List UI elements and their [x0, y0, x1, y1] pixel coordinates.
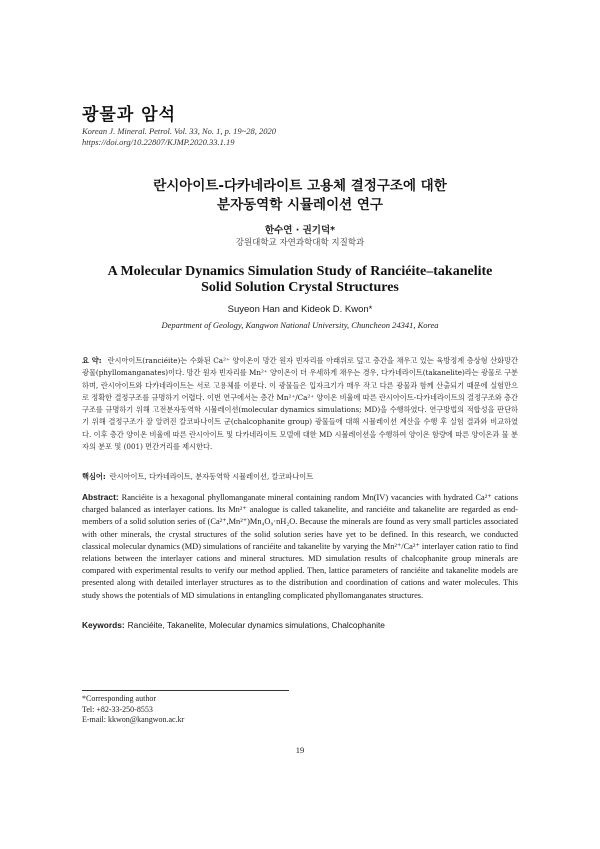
page-number: 19	[295, 745, 305, 755]
korean-title	[60, 177, 540, 215]
email-note[interactable]: E-mail: kkwon@kangwon.ac.kr	[82, 715, 185, 724]
korean-abstract-label: 요 약:	[82, 356, 102, 365]
journal-name: 광물과 암석	[82, 105, 177, 125]
telephone-note: Tel: +82-33-250-8553	[82, 704, 153, 714]
english-keywords	[82, 620, 518, 630]
korean-affiliation: 강원대학교 자연과학대학 지질학과	[235, 238, 365, 248]
korean-title-line-2: 분자동역학 시뮬레이션 연구	[217, 197, 383, 213]
corresponding-author-note: *Corresponding author	[82, 694, 156, 703]
english-title	[40, 264, 560, 296]
english-abstract	[82, 491, 518, 602]
english-title-line-1: A Molecular Dynamics Simulation Study of Ranciéite–takanelite	[107, 264, 493, 279]
citation-block	[82, 126, 276, 148]
korean-abstract	[82, 355, 518, 453]
korean-keywords-label: 핵심어:	[82, 472, 106, 481]
english-authors: Suyeon Han and Kideok D. Kwon*	[227, 304, 373, 315]
english-affiliation: Department of Geology, Kangwon National University, Chuncheon 24341, Korea	[161, 320, 439, 330]
citation-line: Korean J. Mineral. Petrol. Vol. 33, No. 1, p. 19~28, 2020	[82, 126, 277, 136]
english-abstract-text: Ranciéite is a hexagonal phyllomanganate mineral containing random Mn(IV) vacancies with hydrated Ca²⁺ cations charged balanced as interlayer cations. Its Mn²⁺ analogue is called takanelite, and ranciéite and takanelite are regarded as end-members of a solid solution series of (Ca²⁺,Mn²⁺)Mn₄O₉·nH₂O. Because the minerals are found as very small particles associated with other minerals, the crystal structures of the solid solution series have yet to be defined. In this research, we conducted classical molecular dynamics (MD) simulations of ranciéite and takanelite by varying the Mn²⁺/Ca²⁺ interlayer cation ratio to find relations between the interlayer cations and mineral structures. MD simulation results of chalcophanite group minerals are compared with experimental results to verify our method applied. Then, lattice parameters of ranciéite and takanelite models are presented along with detailed interlayer structures as to the distribution and coordination of cations and water molecules. This study shows the potentials of MD simulations in entangling complicated phyllomanganates structures.	[82, 493, 518, 600]
english-abstract-label: Abstract:	[82, 492, 119, 502]
doi-link[interactable]: https://doi.org/10.22807/KJMP.2020.33.1.19	[82, 137, 235, 147]
korean-keywords	[82, 472, 518, 482]
english-keywords-label: Keywords:	[82, 620, 125, 630]
footnote-block	[82, 694, 184, 726]
footnote-divider	[82, 690, 289, 691]
korean-authors: 한수연 · 권기덕*	[264, 225, 336, 236]
korean-abstract-text: 란시아이트(ranciéite)는 수화된 Ca²⁺ 양이온이 망간 원자 빈자리를 아래위로 덮고 층간을 채우고 있는 육방정계 층상형 산화망간광물(phyllomanganates)이다. 망간 원자 빈자리를 Mn²⁺ 양이온이 더 우세하게 채우는 경우, 다카네라이트(takanelite)라는 광물로 구분하며, 란시아이트와 다카네라이트는 서로 고용체를 이룬다. 이 광물들은 입자크기가 매우 작고 다른 광물과 함께 산출되기 때문에 실험만으로 정확한 결정구조를 규명하기 어렵다. 이번 연구에서는 층간 Mn²⁺/Ca²⁺ 양이온 비율에 따른 란시아이트-다카네라이트의 결정구조와 층간 구조를 규명하기 위해 고전분자동역학 시뮬레이션(molecular dynamics simulations; MD)을 수행하였다. 연구방법의 적합성을 판단하기 위해 결정구조가 잘 알려진 칼코파나이트 군(chalcophanite group) 광물들에 대해 시뮬레이션 계산을 수행 후 실험 결과와 비교하였다. 이후 층간 양이온 비율에 따른 란시아이트 및 다카네라이트 모델에 대한 MD 시뮬레이션을 수행하여 양이온 함량에 따른 양이온과 물 분자의 분포 및 (001) 면간거리를 제시한다.	[82, 356, 518, 452]
english-title-line-2: Solid Solution Crystal Structures	[201, 280, 399, 295]
english-keywords-text: Ranciéite, Takanelite, Molecular dynamics simulations, Chalcophanite	[127, 620, 385, 630]
korean-title-line-1: 란시아이트-다카네라이트 고용체 결정구조에 대한	[153, 178, 447, 194]
korean-keywords-text: 란시아이트, 다카네라이트, 분자동역학 시뮬레이션, 칼코파나이트	[109, 472, 314, 481]
